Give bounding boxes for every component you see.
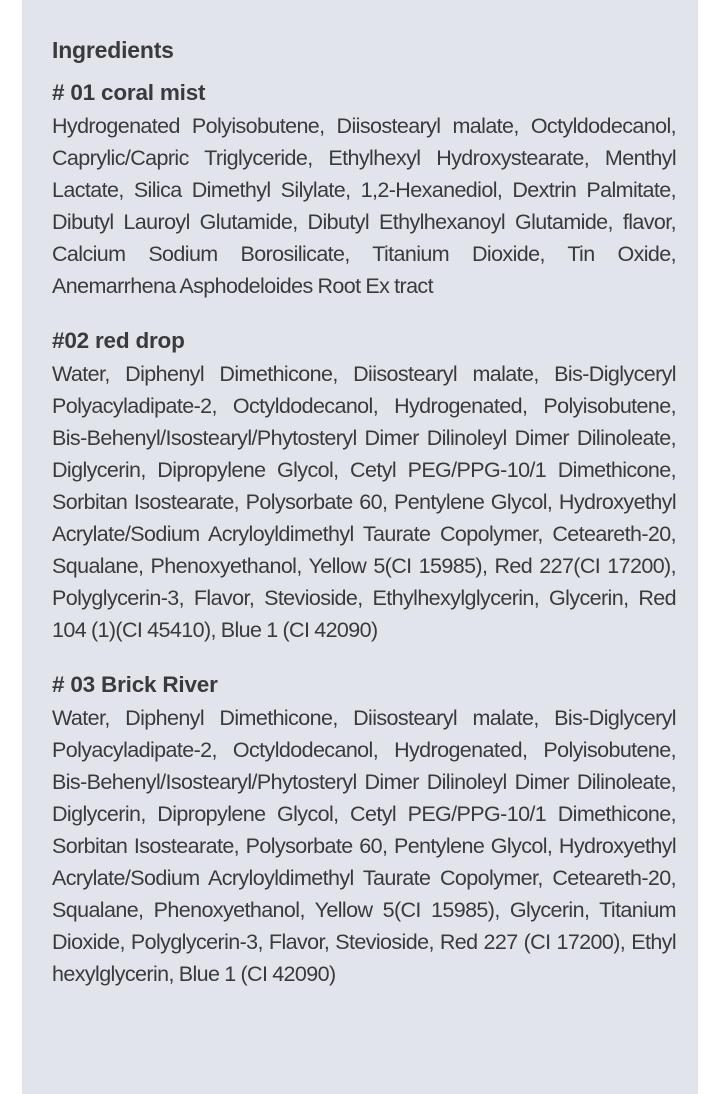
section-title: # 01 coral mist bbox=[52, 80, 206, 105]
section-title: # 03 Brick River bbox=[52, 672, 218, 697]
section-title: #02 red drop bbox=[52, 328, 185, 353]
ingredients-heading: Ingredients bbox=[52, 37, 174, 63]
ingredient-section-03 bbox=[52, 670, 676, 990]
section-ingredient-list: Hydrogenated Polyisobutene, Diisostearyl malate, Octyldodecanol, Caprylic/Capric Triglyceride, Ethylhexyl Hydroxystearate, Menthyl Lactate, Silica Dimethyl Silylate, 1,2-Hexanediol, Dextrin Palmitate, Dibutyl Lauroyl Glutamide, Dibutyl Ethylhexanoyl Glutamide, flavor, Calcium Sodium Borosilicate, Titanium Dioxide, Tin Oxide, Anemarrhena Asphodeloides Root Ex tract bbox=[52, 114, 676, 298]
ingredient-section-02 bbox=[52, 326, 676, 646]
ingredient-section-01 bbox=[52, 78, 676, 302]
section-ingredient-list: Water, Diphenyl Dimethicone, Diisostearyl malate, Bis-Diglyceryl Polyacyladipate-2, Octyldodecanol, Hydrogenated, Polyisobutene, Bis-Behenyl/Isostearyl/Phytosteryl Dimer Dilinoleyl Dimer Dilinoleate, Diglycerin, Dipropylene Glycol, Cetyl PEG/PPG-10/1 Dimethicone, Sorbitan Isostearate, Polysorbate 60, Pentylene Glycol, Hydroxyethyl Acrylate/Sodium Acryloyldimethyl Taurate Copolymer, Ceteareth-20, Squalane, Phenoxyethanol, Yellow 5(CI 15985), Glycerin, Titanium Dioxide, Polyglycerin-3, Flavor, Stevioside, Red 227 (CI 17200), Ethyl hexylglycerin, Blue 1 (CI 42090) bbox=[52, 706, 676, 986]
ingredients-panel bbox=[22, 0, 698, 1094]
section-ingredient-list: Water, Diphenyl Dimethicone, Diisostearyl malate, Bis-Diglyceryl Polyacyladipate-2, Octyldodecanol, Hydrogenated, Polyisobutene, Bis-Behenyl/Isostearyl/Phytosteryl Dimer Dilinoleyl Dimer Dilinoleate, Diglycerin, Dipropylene Glycol, Cetyl PEG/PPG-10/1 Dimethicone, Sorbitan Isostearate, Polysorbate 60, Pentylene Glycol, Hydroxyethyl Acrylate/Sodium Acryloyldimethyl Taurate Copolymer, Ceteareth-20, Squalane, Phenoxyethanol, Yellow 5(CI 15985), Red 227(CI 17200), Polyglycerin-3, Flavor, Stevioside, Ethylhexylglycerin, Glycerin, Red 104 (1)(CI 45410), Blue 1 (CI 42090) bbox=[52, 362, 676, 642]
